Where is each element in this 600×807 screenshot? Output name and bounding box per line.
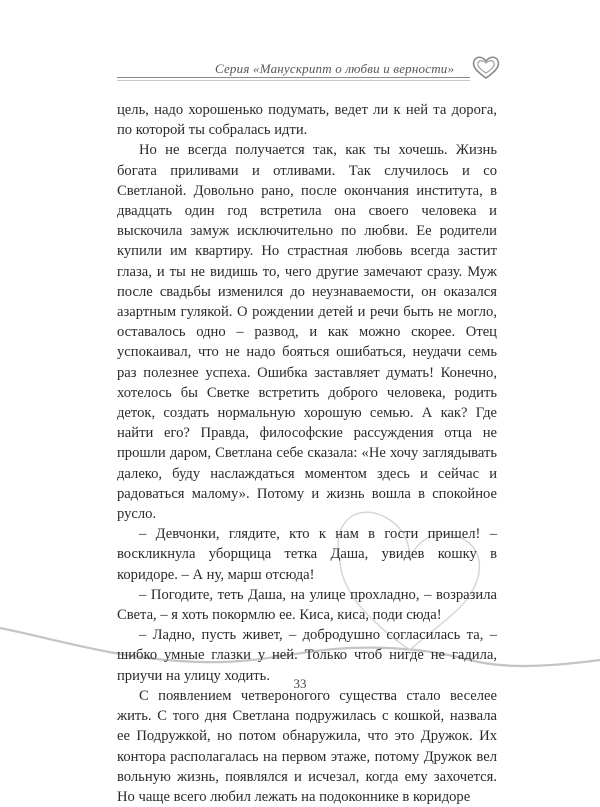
- paragraph: – Погодите, теть Даша, на улице прохладно, – возразила Света, – я хоть покормлю ее. Киса, киса, поди сюда!: [117, 586, 497, 624]
- header-rule: [117, 77, 470, 78]
- paragraph: – Девчонки, глядите, кто к нам в гости пришел! – воскликнула уборщица тетка Даша, увидев кошку в коридоре. – А ну, марш отсюда!: [117, 526, 497, 583]
- paragraph: С появлением четвероногого существа стало веселее жить. С того дня Светлана подружилась с кошкой, назвала ее Подружкой, но потом обнаружила, что это Дружок. Их контора располагалась на первом этаже, потому Дружок вел вольную жизнь, появлялся и исчезал, когда ему захочется. Но чаще всего любил лежать на подоконнике в коридоре: [117, 687, 497, 805]
- page-number: 33: [293, 676, 307, 691]
- paragraph: Но не всегда получается так, как ты хочешь. Жизнь богата приливами и отливами. Так случилось и со Светланой. Довольно рано, после окончания института, в двадцать один год встретила она своего человека и выскочила замуж исключительно по любви. Ее родители купили им квартиру. Но страстная любовь всегда застит глаза, и ты не видишь то, чего другие замечают сразу. Муж после свадьбы изменился до неузнаваемости, он оказался азартным гулякой. О рождении детей и речи быть не могло, оставалось одно – развод, и как можно скорее. Отец успокаивал, что не надо бояться ошибаться, неудачи семь раз полезнее успеха. Ошибка заставляет думать! Конечно, хотелось бы Светке встретить доброго человека, родить деток, создать нормальную хорошую семью. А как? Где найти его? Правда, философские рассуждения отца не прошли даром, Светлана себе сказала: «Не хочу заглядывать далеко, буду наслаждаться моментом здесь и сейчас и радоваться малому». Потому и жизнь вошла в спокойное русло.: [117, 142, 497, 523]
- paragraph: цель, надо хорошенько подумать, ведет ли к ней та дорога, по которой ты собралась идти.: [117, 102, 497, 139]
- page-body: [117, 100, 497, 807]
- paragraph: – Ладно, пусть живет, – добродушно согласилась та, – шибко умные глазки у ней. Только чтоб нигде не гадила, приучи на улицу ходить.: [117, 627, 497, 684]
- series-title: Серия «Манускрипт о любви и верности»: [215, 61, 455, 76]
- header-rule-secondary: [117, 80, 470, 81]
- double-heart-icon: [470, 53, 502, 81]
